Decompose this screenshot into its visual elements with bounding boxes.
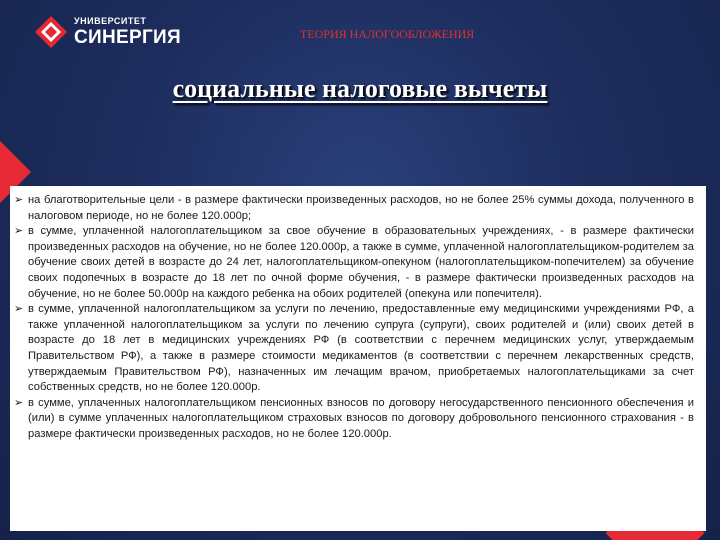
list-item: [14, 224, 694, 302]
slide-title: социальные налоговые вычеты: [172, 74, 548, 103]
bullet-list: [10, 186, 706, 443]
arrow-bullet-icon: ➢: [14, 194, 24, 206]
synergy-logo: [34, 14, 181, 50]
bullet-text: в сумме, уплаченной налогоплательщиком за свое обучение в образовательных учреждениях, - в размере фактически произведенных расходов на обучение, но не более 120.000р, а также в сумме, уплаченной налогоплательщиком-родителем за обучение своих детей в возрасте до 24 лет, налогоплательщиком-опекуном (налогоплательщиком-попечителем) за обучение своих подопечных в возрасте до 18 лет по очной форме обучения, - в размере фактически произведенных расходов на обучение, но не более 50.000р на каждого ребенка на обоих родителей (опекуна или попечителя).: [28, 225, 694, 300]
synergy-logo-icon: [34, 15, 68, 49]
header-subtitle: ТЕОРИЯ НАЛОГООБЛОЖЕНИЯ: [300, 27, 475, 41]
list-item: [14, 396, 694, 443]
logo-small-text: УНИВЕРСИТЕТ: [74, 16, 147, 26]
logo-big-text: СИНЕРГИЯ: [74, 27, 181, 48]
bullet-text: в сумме, уплаченных налогоплательщиком пенсионных взносов по договору негосударственного пенсионного обеспечения и (или) в сумме уплаченных налогоплательщиком страховых взносов по договору добровольного пенсионного страхования - в размере фактически произведенных расходов, но не более 120.000р.: [28, 396, 694, 440]
arrow-bullet-icon: ➢: [14, 225, 24, 238]
bullet-text: в сумме, уплаченной налогоплательщиком за услуги по лечению, предоставленные ему медицинскими учреждениями РФ, а также уплаченной налогоплательщиком за услуги по лечению супруга (супруги), своих родителей и (или) своих детей в возрасте до 18 лет в медицинских учреждениях РФ (в соответствии с перечнем медицинских услуг, утверждаемым Правительством РФ), а также в размере стоимости медикаментов (в соответствии с перечнем лекарственных средств, утверждаемым Правительством РФ), назначенных им лечащим врачом, приобретаемых налогоплательщиками за счет собственных средств, но не более 120.000р.: [28, 303, 694, 394]
list-item: [14, 302, 694, 396]
bullet-text: на благотворительные цели - в размере фактически произведенных расходов, но не более 25% суммы дохода, полученного в налоговом периоде, но не более 120.000р;: [28, 194, 694, 222]
list-item: [14, 193, 694, 224]
arrow-bullet-icon: ➢: [14, 396, 24, 409]
arrow-bullet-icon: ➢: [14, 303, 24, 316]
content-box: [10, 186, 706, 531]
